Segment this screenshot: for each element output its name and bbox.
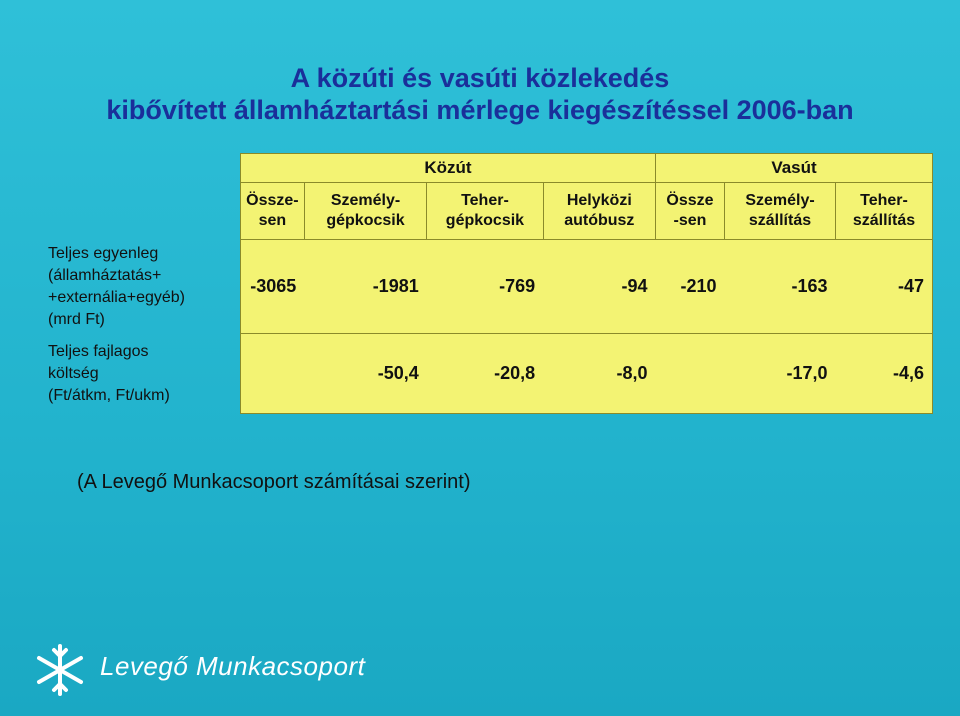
table-cell: -94 bbox=[543, 240, 655, 334]
table-cell: -3065 bbox=[241, 240, 305, 334]
slide-title-line2: kibővített államháztartási mérlege kiegészítéssel 2006-ban bbox=[106, 95, 854, 125]
source-note: (A Levegő Munkacsoport számításai szerint) bbox=[77, 471, 471, 493]
table-cell: -47 bbox=[836, 240, 933, 334]
column-header: Össze- sen bbox=[241, 183, 305, 240]
table-cell: -163 bbox=[725, 240, 836, 334]
table-corner bbox=[38, 154, 241, 240]
row-label-unit-cost: Teljes fajlagos költség (Ft/átkm, Ft/ukm) bbox=[48, 342, 170, 404]
table-cell: -8,0 bbox=[543, 334, 655, 414]
group-header-road: Közút bbox=[241, 154, 656, 183]
organization-logo-text: Levegő Munkacsoport bbox=[100, 651, 366, 681]
column-header: Helyközi autóbusz bbox=[543, 183, 655, 240]
group-header-rail: Vasút bbox=[656, 154, 933, 183]
column-header: Teher- szállítás bbox=[836, 183, 933, 240]
table-cell: -50,4 bbox=[304, 334, 426, 414]
table-cell: -20,8 bbox=[427, 334, 543, 414]
table-cell: -1981 bbox=[304, 240, 426, 334]
column-header: Teher- gépkocsik bbox=[427, 183, 543, 240]
snowflake-icon bbox=[30, 640, 90, 700]
table-row bbox=[38, 240, 933, 334]
row-label-total-balance: Teljes egyenleg (államháztatás+ +externália+egyéb) (mrd Ft) bbox=[48, 244, 185, 328]
table-cell: -210 bbox=[656, 240, 725, 334]
column-header: Össze -sen bbox=[656, 183, 725, 240]
slide-title-line1: A közúti és vasúti közlekedés bbox=[290, 63, 670, 93]
table-cell: -17,0 bbox=[725, 334, 836, 414]
column-header: Személy- szállítás bbox=[725, 183, 836, 240]
table-cell: -4,6 bbox=[836, 334, 933, 414]
table-cell bbox=[656, 334, 725, 414]
table-cell bbox=[241, 334, 305, 414]
balance-table bbox=[38, 153, 933, 414]
table-row bbox=[38, 334, 933, 414]
table-cell: -769 bbox=[427, 240, 543, 334]
column-header: Személy- gépkocsik bbox=[304, 183, 426, 240]
